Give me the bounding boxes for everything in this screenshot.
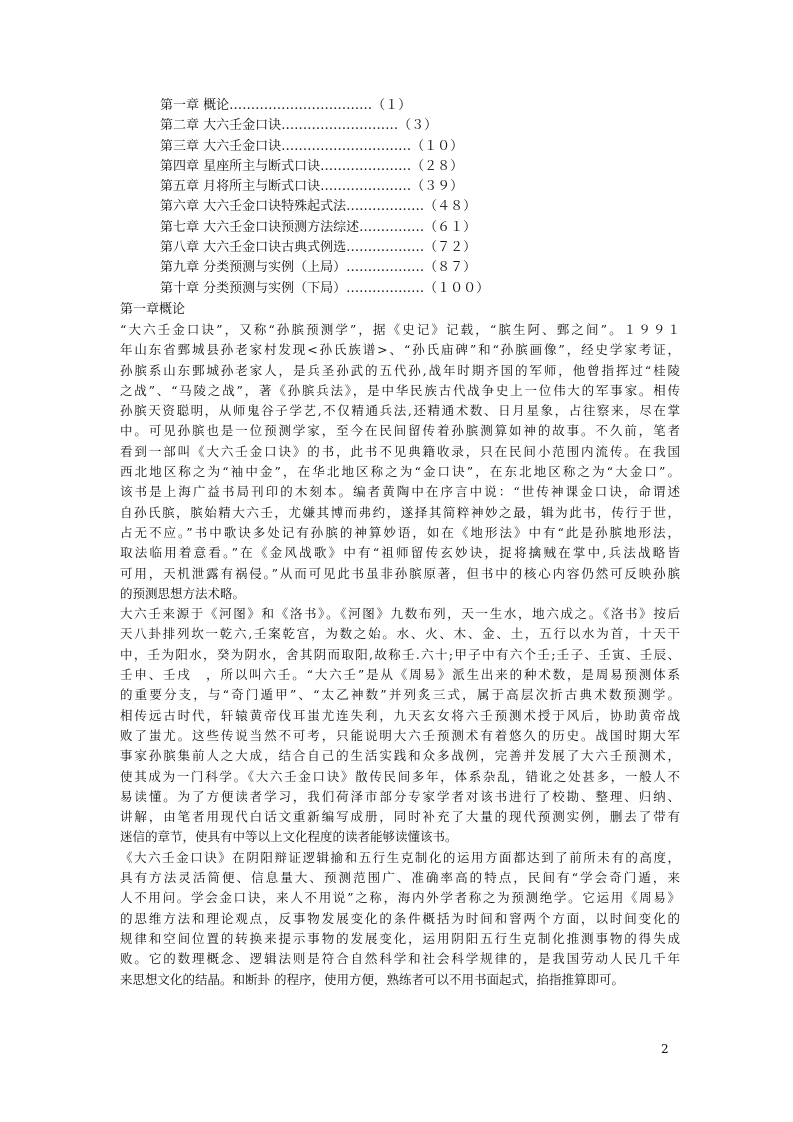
text-line: 大六壬来源于《河图》和《洛书》。《河图》九数布列，天一生水，地六成之。《洛书》按后 xyxy=(120,606,680,622)
text-line: 取法临用着意看。”在《金风战歌》中有“祖师留传玄妙诀，捉将擒贼在掌中,兵法战略皆 xyxy=(120,545,680,561)
toc-entry[interactable]: 第三章 大六壬金口诀…………………………（１０） xyxy=(160,138,464,154)
page-number: 2 xyxy=(661,1042,669,1056)
text-line: 来思想文化的结晶。和断卦 的程序，使用方便，熟练者可以不用书面起式，掐指推算即可。 xyxy=(120,971,624,987)
text-line: “大六壬金口诀”，又称“孙膑预测学”，据《史记》记载，“膑生阿、鄄之间”。１９９１ xyxy=(120,322,680,337)
text-line: 迷信的章节，使具有中等以上文化程度的读者能够读懂该书。 xyxy=(120,829,458,845)
text-line: 《大六壬金口诀》在阴阳辩证逻辑揄和五行生克制化的运用方面都达到了前所未有的高度， xyxy=(120,849,680,865)
text-line: 西北地区称之为“袖中金”，在华北地区称之为“金口诀”，在东北地区称之为“大金口”。 xyxy=(120,464,680,480)
toc-entry[interactable]: 第九章 分类预测与实例（上局）………………（８７） xyxy=(160,260,477,276)
text-line: 自孙氏膑，膑始精大六壬，尤嫌其博而弗约，遂择其简粹神妙之最，辑为此书，传行于世， xyxy=(120,504,680,520)
text-line: 年山东省鄄城县孙老家村发现<孙氏族谱>、“孙氏庙碑”和“孙膑画像”，经史学家考证， xyxy=(120,342,680,358)
text-line: 壬申、壬戌 ，所以叫六壬。“大六壬”是从《周易》派生出来的种术数，是周易预测体系 xyxy=(120,667,680,683)
text-line: 中，壬为阳水，癸为阴水，舍其阴而取阳,故称壬.六十;甲子中有六个壬;壬子、壬寅、壬辰、 xyxy=(120,646,680,662)
toc-entry[interactable]: 第六章 大六壬金口诀特殊起式法………………（４８） xyxy=(160,199,477,215)
text-line: 相传远古时代，轩辕黄帝伐耳蚩尤连失利，九天玄女将六壬预测术授于风后，协助黄帝战 xyxy=(120,707,680,723)
text-line: 该书是上海广益书局刊印的木刻本。编者黄陶中在序言中说：“世传神课金口诀，命谓述 xyxy=(120,484,680,500)
text-line: 之战”、“马陵之战”，著《孙膑兵法》，是中华民族古代战争史上一位伟大的军事家。相传 xyxy=(120,382,680,398)
text-line: 孙膑系山东鄄城孙老家人，是兵圣孙武的五代孙,战年时期齐国的军师，他曾指挥过“桂陵 xyxy=(120,362,680,378)
toc-entry[interactable]: 第二章 大六壬金口诀………………………（３） xyxy=(160,118,438,134)
text-line: 规律和空间位置的转换来提示事物的发展变化，运用阴阳五行生克制化推测事物的得失成 xyxy=(120,930,680,946)
text-line: 具有方法灵活简便、信息量大、预测范围广、准确率高的特点，民间有“学会奇门遁，来 xyxy=(120,870,680,886)
toc-entry[interactable]: 第七章 大六壬金口诀预测方法综述……………（６１） xyxy=(160,219,477,235)
toc-entry[interactable]: 第八章 大六壬金口诀古典式例选………………（７２） xyxy=(160,240,477,256)
text-line: 的思维方法和理论观点，反事物发展变化的条件概括为时间和窨两个方面，以时间变化的 xyxy=(120,910,680,926)
text-line: 使其成为一门科学。《大六壬金口诀》散传民间多年，体系杂乱，错讹之处甚多，一般人不 xyxy=(120,768,680,784)
text-line: 讲解，由笔者用现代白话文重新编写成册，同时补充了大量的现代预测实例，删去了带有 xyxy=(120,809,680,825)
text-line: 易读懂。为了方便读者学习，我们荷泽市部分专家学者对该书进行了校勘、整理、归纳、 xyxy=(120,788,680,804)
text-line: 败。它的数理概念、逻辑法则是符合自然科学和社会科学规律的，是我国劳动人民几千年 xyxy=(120,951,680,967)
toc-entry[interactable]: 第一章 概论……………………………（１） xyxy=(160,98,412,113)
text-line: 中。可见孙膑也是一位预测学家，至今在民间留传着孙膑测算如神的故事。不久前，笔者 xyxy=(120,423,680,439)
text-line: 占无不应。”书中歌诀多处记有孙膑的神算妙语，如在《地形法》中有“此是孙膑地形法， xyxy=(120,524,680,540)
text-line: 的预测思想方法术略。 xyxy=(120,585,246,601)
text-line: 可用，天机泄露有祸侵。”从而可见此书虽非孙膑原著，但书中的核心内容仍然可反映孙膑 xyxy=(120,565,680,581)
text-line: 天八卦排列坎一乾六,壬案乾宫，为数之始。水、火、木、金、土，五行以水为首，十天干 xyxy=(120,626,680,642)
toc-entry[interactable]: 第十章 分类预测与实例（下局）………………（１００） xyxy=(160,280,490,296)
body-text xyxy=(120,320,680,990)
table-of-contents xyxy=(160,96,720,299)
text-line: 看到一部叫《大六壬金口诀》的书，此书不见典籍收录，只在民间小范围内流传。在我国 xyxy=(120,443,680,459)
text-line: 人不用问。学会金口诀，来人不用说”之称，海内外学者称之为预测绝学。它运用《周易》 xyxy=(120,890,680,906)
chapter-heading: 第一章概论 xyxy=(120,302,186,317)
toc-entry[interactable]: 第五章 月将所主与断式口诀…………………（３９） xyxy=(160,179,464,195)
text-line: 败了蚩尤。这些传说当然不可考，只能说明大六壬预测术有着悠久的历史。战国时期大军 xyxy=(120,727,680,743)
text-line: 的重要分支，与“奇门遁甲”、“太乙神数”并列炙三式，属于高层次折古典术数预测学。 xyxy=(120,687,680,703)
toc-entry[interactable]: 第四章 星座所主与断式口诀…………………（２８） xyxy=(160,158,464,174)
text-line: 孙膑天资聪明，从师鬼谷子学艺,不仅精通兵法,还精通术数、日月星象，占往察来，尽在掌 xyxy=(120,403,680,419)
text-line: 事家孙膑集前人之大成，结合自己的生活实践和众多战例，完善并发展了大六壬预测术， xyxy=(120,748,680,764)
